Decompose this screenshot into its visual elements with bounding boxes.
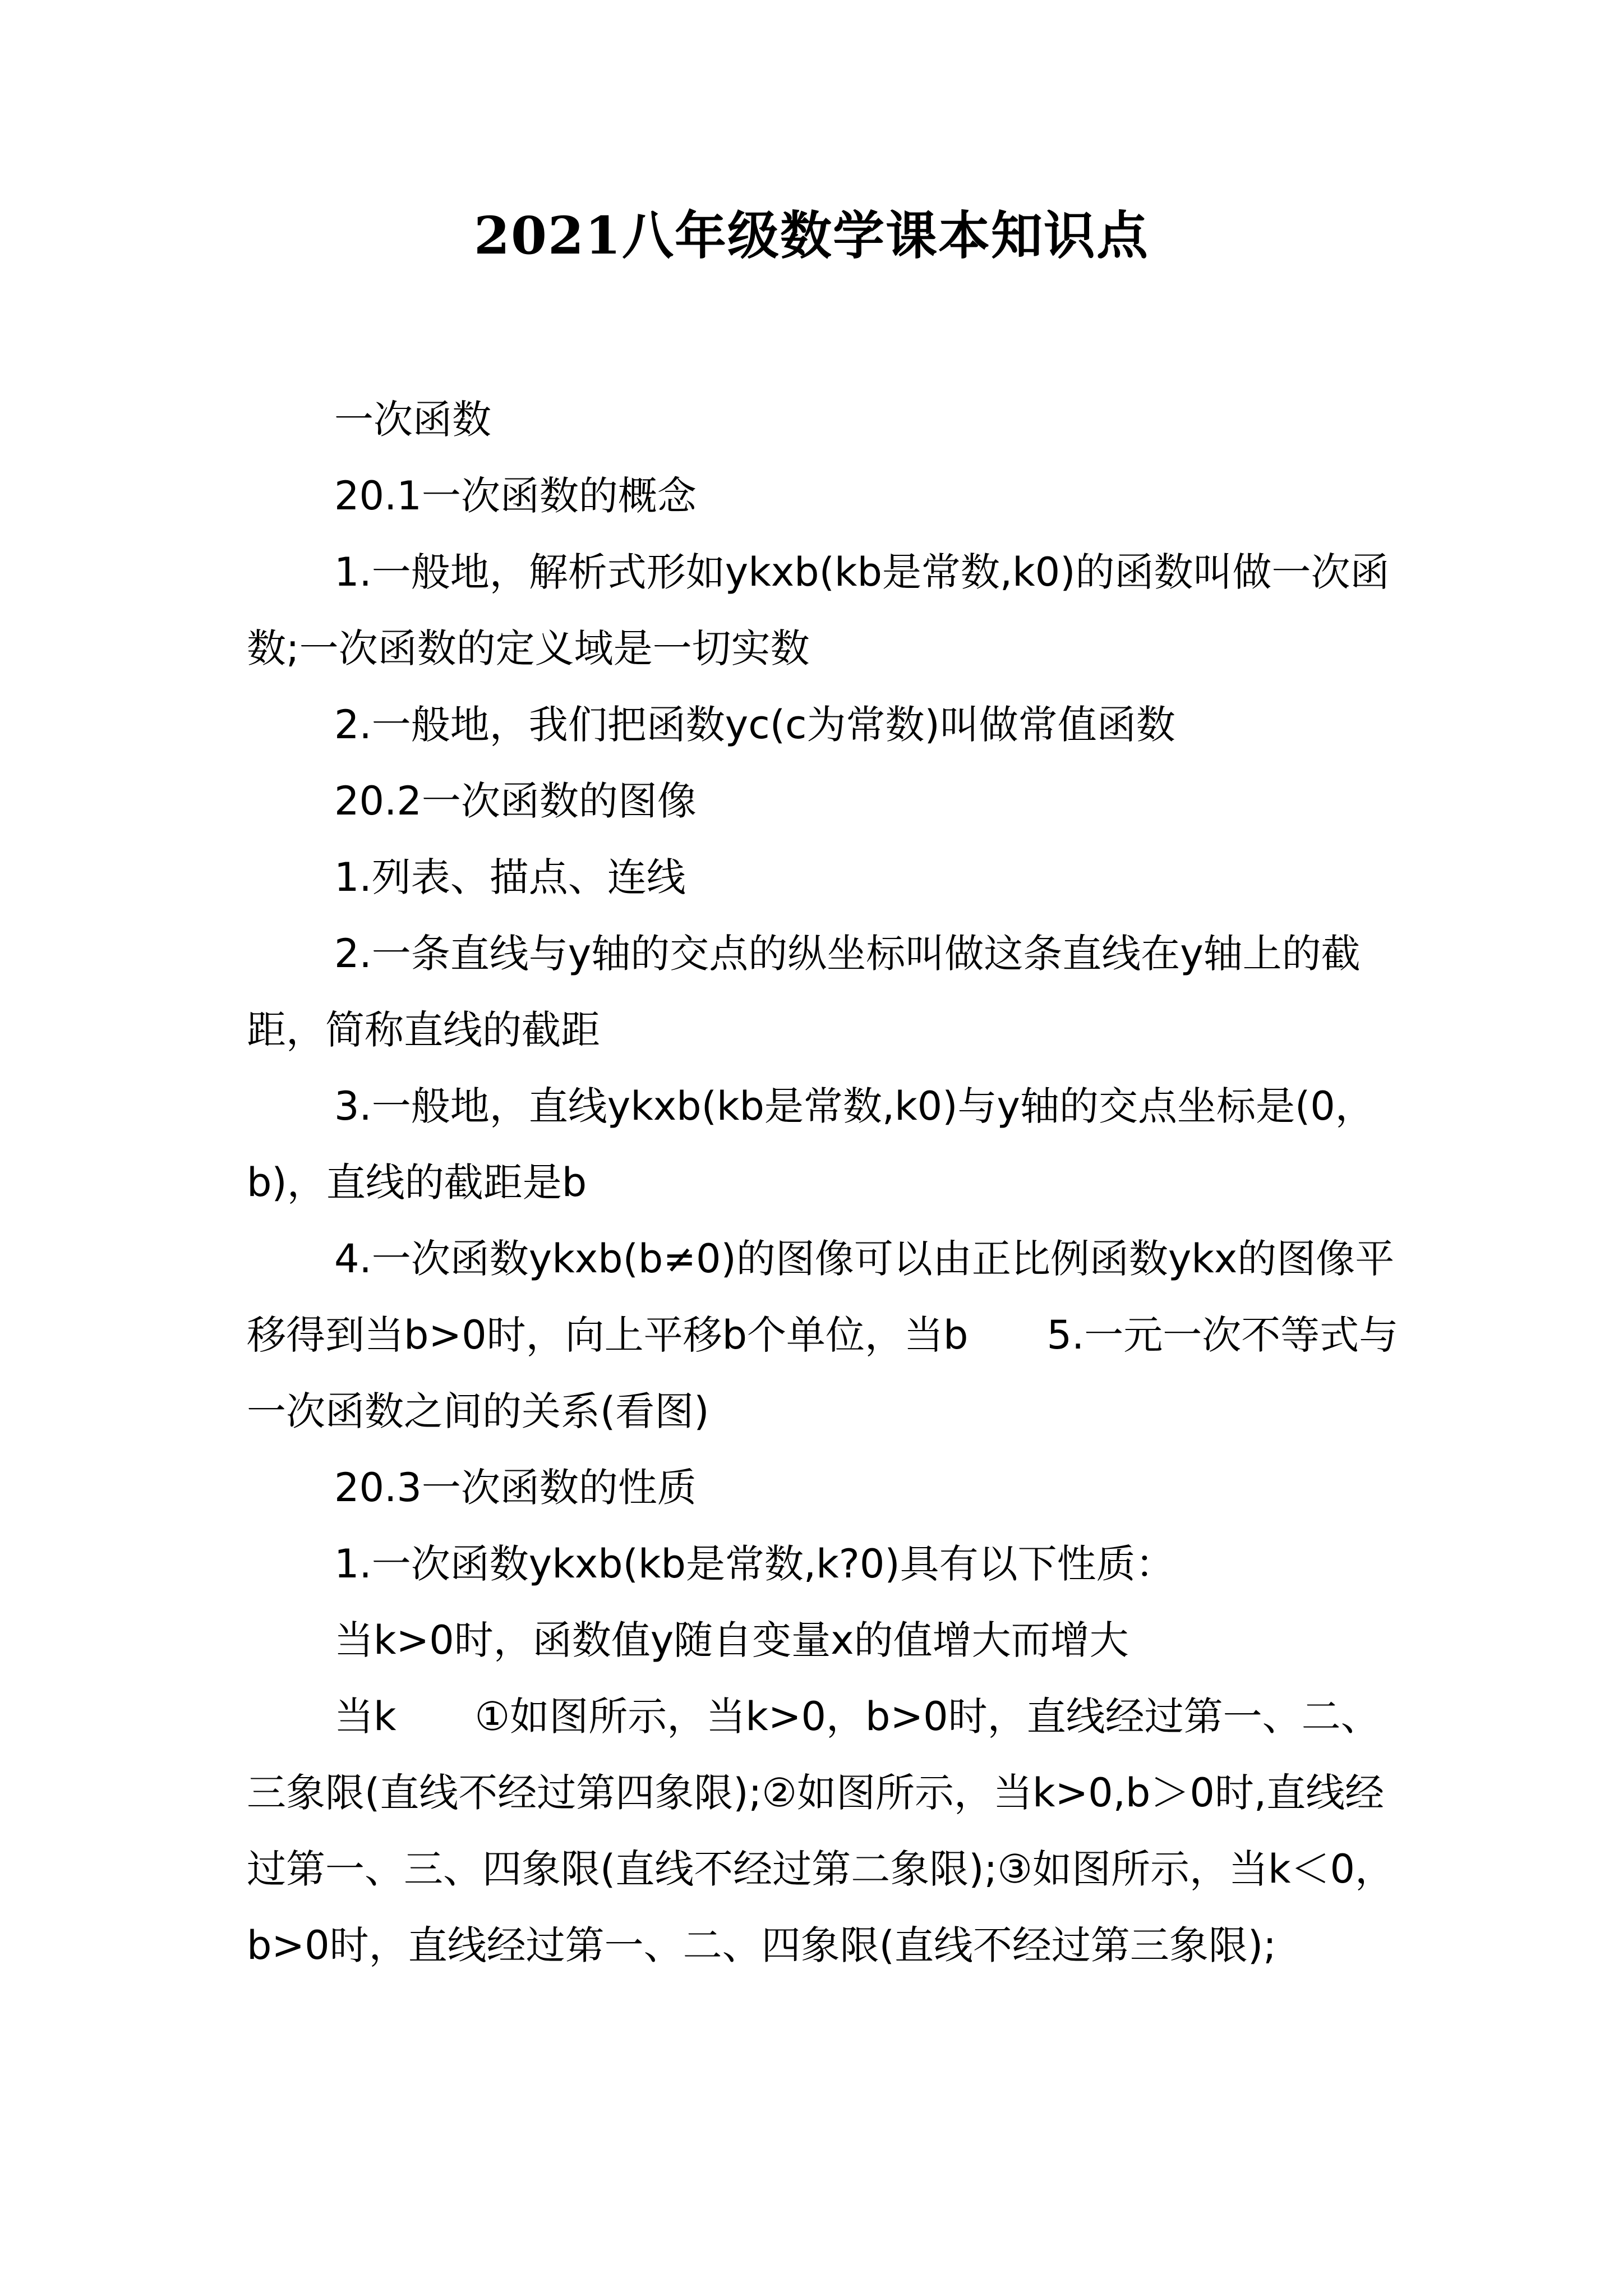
paragraph-intercept-definition: 2.一条直线与y轴的交点的纵坐标叫做这条直线在y轴上的截距，简称直线的截距 xyxy=(247,931,1361,1053)
paragraph-section-heading: 一次函数 xyxy=(334,397,491,443)
paragraph-intercept-coordinates: 3.一般地，直线ykxb(kb是常数,k0)与y轴的交点坐标是(0，b)，直线的截距是b xyxy=(247,1083,1375,1205)
paragraph-increasing-property: 当k>0时，函数值y随自变量x的值增大而增大 xyxy=(334,1617,1129,1663)
paragraph-plot-steps: 1.列表、描点、连线 xyxy=(334,854,686,900)
document-body xyxy=(247,381,1402,1984)
paragraph-graph-translation: 4.一次函数ykxb(b≠0)的图像可以由正比例函数ykx的图像平移得到当b>0时，向上平移b个单位，当b 5.一元一次不等式与一次函数之间的关系(看图) xyxy=(247,1236,1399,1434)
paragraph-subsection-20-1: 20.1一次函数的概念 xyxy=(334,473,697,519)
paragraph-subsection-20-2: 20.2一次函数的图像 xyxy=(334,778,697,824)
paragraph-properties-intro: 1.一次函数ykxb(kb是常数,k?0)具有以下性质： xyxy=(334,1541,1175,1587)
paragraph-subsection-20-3: 20.3一次函数的性质 xyxy=(334,1465,697,1511)
document-title: 2021八年级数学课本知识点 xyxy=(473,205,1150,266)
paragraph-constant-function: 2.一般地，我们把函数yc(c为常数)叫做常值函数 xyxy=(334,702,1175,748)
paragraph-quadrants: 当k ①如图所示，当k>0，b>0时，直线经过第一、二、三象限(直线不经过第四象限);②如图所示，当k>0,b＞0时,直线经过第一、三、四象限(直线不经过第二象限);③如图所示，当k＜0，b>0时，直线经过第一、二、四象限(直线不经过第三象限); xyxy=(247,1694,1395,1968)
paragraph-definition-linear-function: 1.一般地，解析式形如ykxb(kb是常数,k0)的函数叫做一次函数;一次函数的定义域是一切实数 xyxy=(247,549,1390,671)
